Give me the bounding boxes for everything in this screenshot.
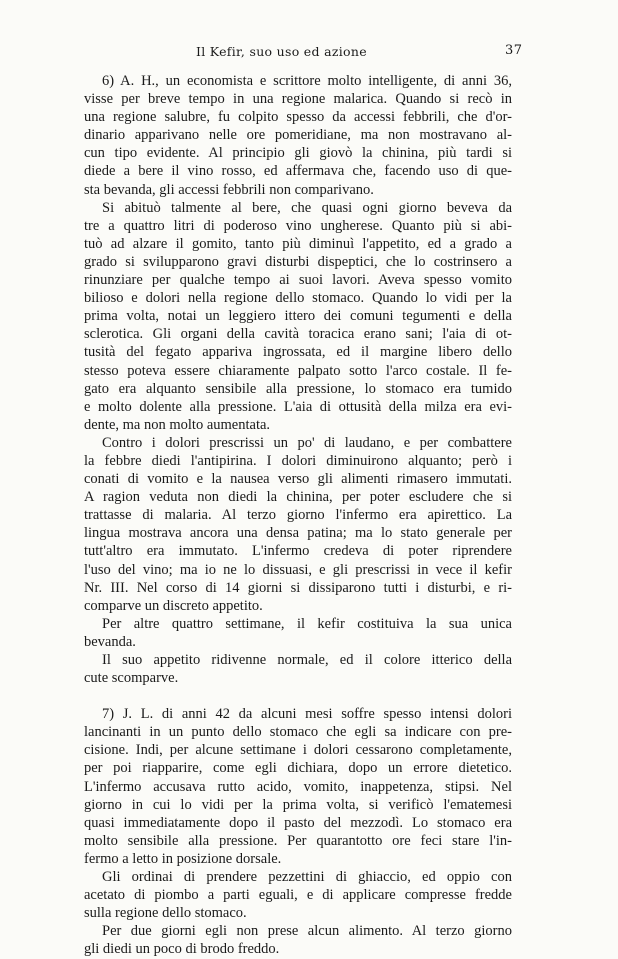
text-line: giorno in cui lo vidi per la prima volta, si verificò l'ematemesi — [84, 796, 512, 813]
text-line: cisione. Indi, per alcune settimane i dolori cessarono completamente, — [84, 742, 512, 759]
page-number: 37 — [505, 43, 523, 58]
text-line: sta bevanda, gli accessi febbrili non comparivano. — [84, 181, 374, 198]
text-line: Il suo appetito ridivenne normale, ed il colore itterico della — [102, 652, 512, 668]
text-line: visse per breve tempo in una regione malarica. Quando si recò in — [84, 91, 512, 108]
text-line: Si abituò talmente al bere, che quasi ogni giorno beveva da — [102, 199, 512, 216]
text-line: prima volta, notai un leggiero ittero dei comuni tegumenti e della — [84, 308, 512, 325]
text-line: gli diedi un poco di brodo freddo. — [84, 941, 280, 958]
text-line: una regione salubre, fu colpito spesso da accessi febbrili, che d'or- — [84, 109, 512, 126]
section-gap — [84, 687, 512, 705]
text-line: tuò ad alzare il gomito, tanto più diminuì l'appetito, ed a grado a — [84, 235, 512, 252]
text-line: conati di vomito e la nausea verso gli alimenti rimasero immutati. — [84, 471, 512, 488]
text-line: rinunziare per qualche tempo ai suoi lavori. Aveva spesso vomito — [84, 272, 512, 289]
text-line: 7) J. L. di anni 42 da alcuni mesi soffre spesso intensi dolori — [102, 706, 512, 723]
text-line: l'uso del vino; ma io ne lo dissuasi, e gli prescrissi in vece il kefir — [84, 561, 512, 578]
case-6 — [84, 72, 512, 687]
text-line: trattasse di malaria. Al terzo giorno l'infermo era apirettico. La — [84, 507, 512, 524]
text-line: fermo a letto in posizione dorsale. — [84, 850, 282, 867]
text-line: sulla regione dello stomaco. — [84, 905, 247, 922]
text-line: bilioso e dolori nella regione dello stomaco. Quando lo vidi per la — [84, 290, 512, 307]
text-line: gato era alquanto sensibile alla pressione, lo stomaco era tumido — [84, 380, 512, 397]
text-line: sclerotica. Gli organi della cavità toracica erano sani; l'aia di ot- — [84, 326, 512, 343]
text-line: Gli ordinai di prendere pezzettini di ghiaccio, ed oppio con — [102, 869, 512, 886]
text-line: Contro i dolori prescrissi un po' di laudano, e per combattere — [102, 434, 512, 451]
text-line: la febbre diedi l'antipirina. I dolori diminuirono alquanto; però i — [84, 452, 512, 469]
text-line: cute scomparve. — [84, 670, 179, 687]
body-text — [84, 72, 512, 959]
text-line: L'infermo accusava rutto acido, vomito, inappetenza, stipsi. Nel — [84, 778, 512, 795]
text-line: e molto dolente alla pressione. L'aia di ottusità della milza era evi- — [84, 398, 512, 415]
text-line: dinario apparivano nelle ore pomeridiane, ma non mostravano al- — [84, 127, 512, 144]
case-7 — [84, 705, 512, 958]
text-line: stesso poteva essere chiaramente palpato sotto l'arco costale. Il fe- — [84, 362, 512, 379]
text-line: lingua mostrava ancora una densa patina; ma lo stato generale per — [84, 525, 512, 542]
text-line: tre a quattro litri di poderoso vino ungherese. Quanto più si abi- — [84, 217, 512, 234]
text-line: comparve un discreto appetito. — [84, 597, 263, 614]
text-line: bevanda. — [84, 633, 136, 650]
text-line: per poi riapparire, come egli dichiara, dopo un errore dietetico. — [84, 760, 512, 777]
text-line: grado si svilupparono gravi disturbi dispeptici, che lo costrinsero a — [84, 253, 512, 270]
text-line: molto sensibile alla pressione. Per quarantotto ore feci stare l'in- — [84, 832, 512, 849]
text-line: cun tipo evidente. Al principio gli giovò la chinina, più tardi si — [84, 145, 512, 162]
text-line: Per due giorni egli non prese alcun alimento. Al terzo giorno — [102, 923, 512, 940]
text-line: tusità del fegato appariva ingrossata, ed il margine libero dello — [84, 344, 512, 361]
text-line: tutt'altro era immutato. L'infermo credeva di poter riprendere — [84, 543, 512, 560]
text-line: lancinanti in un punto dello stomaco che egli sa indicare con pre- — [84, 724, 512, 741]
running-head: Il Kefir, suo uso ed azione — [196, 44, 367, 59]
text-line: acetato di piombo a parti eguali, e di applicare compresse fredde — [84, 887, 512, 904]
text-line: A ragion veduta non diedi la chinina, per poter escludere che si — [84, 489, 512, 506]
text-line: Per altre quattro settimane, il kefir costituiva la sua unica — [102, 615, 512, 632]
text-line: dente, ma non molto aumentata. — [84, 416, 271, 433]
text-line: diede a bere il vino rosso, ed affermava che, facendo uso di que- — [84, 163, 512, 180]
text-line: 6) A. H., un economista e scrittore molto intelligente, di anni 36, — [102, 73, 512, 89]
text-line: Nr. III. Nel corso di 14 giorni si dissiparono tutti i disturbi, e ri- — [84, 579, 512, 596]
text-line: quasi immediatamente dopo il pasto del mezzodì. Lo stomaco era — [84, 814, 512, 831]
